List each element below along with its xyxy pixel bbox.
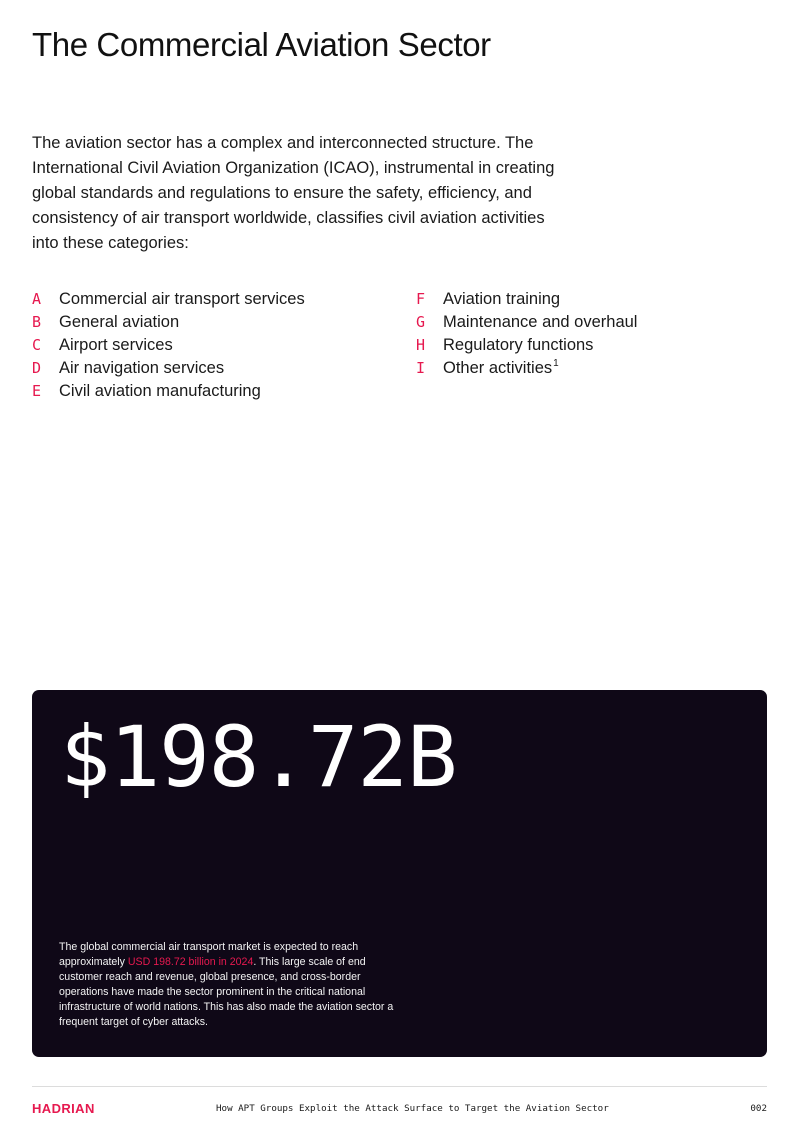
page-title: The Commercial Aviation Sector — [32, 26, 491, 63]
category-item — [416, 336, 637, 359]
footer-document-title: How APT Groups Exploit the Attack Surface to Target the Aviation Sector — [216, 1103, 609, 1114]
category-label: Airport services — [59, 336, 173, 354]
page-number: 002 — [750, 1103, 767, 1114]
category-label: General aviation — [59, 313, 180, 331]
stat-text-after: . This large scale of end customer reach and revenue, global presence, and cross-border operations have made the sector prominent in the critical national infrastructure of world nations. This has also made the aviation sector a frequent target of cyber attacks. — [59, 956, 394, 1028]
category-letter: E — [32, 382, 42, 400]
stat-text-before: The global commercial air transport market is expected to reach approximately — [59, 941, 359, 968]
category-label: Maintenance and overhaul — [443, 313, 638, 331]
category-letter: C — [32, 336, 42, 354]
category-item — [416, 290, 637, 313]
category-item — [416, 359, 637, 382]
market-stat-panel — [32, 690, 767, 1057]
category-label: Commercial air transport services — [59, 290, 305, 308]
stat-highlight: USD 198.72 billion in 2024 — [127, 956, 254, 968]
category-label: Aviation training — [443, 290, 561, 308]
category-letter: G — [416, 313, 426, 331]
footer-divider — [32, 1086, 767, 1087]
brand-logo: HADRIAN — [32, 1101, 95, 1116]
intro-paragraph: The aviation sector has a complex and interconnected structure. The International Civil Aviation Organization (ICAO), instrumental in creating global standards and regulations to ensure the safety, efficiency, and consistency of air transport worldwide, classifies civil aviation activities into these categories: — [32, 134, 555, 252]
footnote-reference[interactable]: 1 — [553, 358, 559, 369]
market-stat-description — [59, 940, 409, 1030]
category-letter: F — [416, 290, 426, 308]
category-label: Regulatory functions — [443, 336, 594, 354]
category-item — [32, 382, 305, 405]
category-item — [32, 313, 305, 336]
category-label — [443, 359, 559, 378]
category-letter: A — [32, 290, 42, 308]
category-letter: D — [32, 359, 42, 377]
category-item — [32, 336, 305, 359]
category-letter: H — [416, 336, 426, 354]
market-stat-value: $198.72B — [60, 708, 457, 806]
category-list-left — [32, 290, 305, 405]
category-list-right — [416, 290, 637, 382]
category-letter: B — [32, 313, 42, 331]
category-item — [32, 359, 305, 382]
category-label-text: Other activities — [443, 359, 553, 377]
category-item — [32, 290, 305, 313]
category-letter: I — [416, 359, 426, 377]
category-item — [416, 313, 637, 336]
category-label: Air navigation services — [59, 359, 225, 377]
category-label: Civil aviation manufacturing — [59, 382, 261, 400]
